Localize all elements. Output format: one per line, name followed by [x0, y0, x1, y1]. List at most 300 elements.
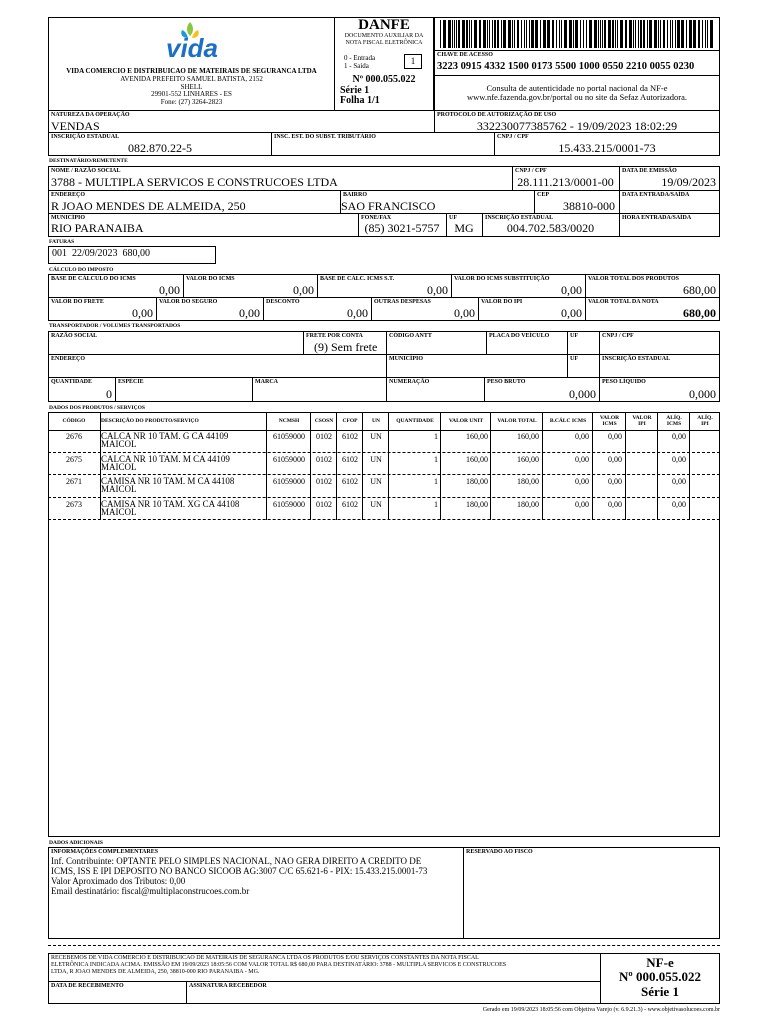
- row-separator: [48, 497, 720, 498]
- barcode-bar: [604, 20, 606, 48]
- barcode-bar: [677, 20, 680, 48]
- divider: [567, 354, 568, 378]
- row-desc: CAMISA NR 10 TAM. XG CA 44108: [101, 499, 240, 509]
- row-csosn: 0102: [316, 477, 332, 486]
- barcode-bar: [598, 20, 599, 48]
- row-separator: [48, 519, 720, 520]
- divider: [252, 377, 253, 402]
- barcode-bar: [569, 20, 572, 48]
- cep-value: 38810-000: [563, 199, 615, 213]
- insurance-value: 0,00: [239, 306, 260, 320]
- barcode-bar: [672, 20, 673, 48]
- products-total-label: VALOR TOTAL DOS PRODUTOS: [588, 276, 679, 282]
- row-aliq: 0,00: [672, 500, 686, 509]
- barcode-bar: [600, 20, 601, 48]
- column-divider: [625, 412, 626, 520]
- divider: [619, 213, 620, 237]
- emitter-cnpj-value: 15.433.215/0001-73: [558, 141, 656, 155]
- barcode-bar: [705, 20, 706, 48]
- divider: [599, 331, 600, 355]
- danfe-title: DANFE: [358, 17, 410, 33]
- species-label: ESPÉCIE: [118, 379, 144, 385]
- barcode-bar: [638, 20, 639, 48]
- col-desc-header: DESCRIÇÃO DO PRODUTO/SERVIÇO: [101, 418, 199, 424]
- row-cfop: 6102: [342, 455, 358, 464]
- row-qty: 1: [434, 500, 438, 509]
- barcode-bar: [675, 20, 676, 48]
- row-desc-2: MAICOL: [101, 484, 137, 494]
- row-unit: 160,00: [466, 432, 488, 441]
- row-separator: [48, 474, 720, 475]
- row-qty: 1: [434, 432, 438, 441]
- ie-st-label: INSC. EST. DO SUBST. TRIBUTÁRIO: [274, 134, 376, 140]
- danfe-type-value: 1: [410, 56, 416, 66]
- recipient-ie-label: INSCRIÇÃO ESTADUAL: [485, 215, 554, 221]
- products-section: DADOS DOS PRODUTOS / SERVIÇOS: [49, 405, 145, 411]
- danfe-entry: 0 - Entrada: [344, 54, 376, 62]
- footer-generated: Gerado em 19/09/2023 18:05:56 com Objetiva Varejo (v. 6.9.21.3) - www.objetivasolucoes.com.br: [482, 1007, 720, 1013]
- column-divider: [689, 412, 690, 520]
- barcode-bar: [443, 20, 446, 48]
- discount-label: DESCONTO: [266, 299, 300, 305]
- barcode-bar: [448, 20, 451, 48]
- row-code: 2671: [66, 477, 82, 486]
- uf-value: MG: [454, 221, 474, 235]
- row-cfop: 6102: [342, 500, 358, 509]
- barcode-bar: [625, 20, 627, 48]
- barcode-bar: [589, 20, 592, 48]
- barcode-bar: [561, 20, 562, 48]
- insurance-label: VALOR DO SEGURO: [159, 299, 218, 305]
- ie-value: 082.870.22-5: [128, 141, 192, 155]
- base-st-value: 0,00: [427, 283, 448, 297]
- barcode-bar: [514, 20, 515, 48]
- barcode-bar: [508, 20, 511, 48]
- recipient-cnpj: 28.111.213/0001-00: [517, 175, 614, 189]
- barcode-bar: [707, 20, 708, 48]
- additional-line1: Inf. Contribuinte: OPTANTE PELO SIMPLES NACIONAL, NAO GERA DIREITO A CREDITO DE: [51, 856, 422, 866]
- barcode-bar: [547, 20, 550, 48]
- emitter-address: AVENIDA PREFEITO SAMUEL BATISTA, 2152: [120, 75, 263, 83]
- nature-label: NATUREZA DA OPERAÇÃO: [51, 112, 130, 118]
- danfe-subtitle2: NOTA FISCAL ELETRÔNICA: [345, 40, 423, 46]
- barcode-bar: [489, 20, 490, 48]
- access-key-label: CHAVE DE ACESSO: [437, 52, 493, 58]
- total-label: VALOR TOTAL DA NOTA: [588, 299, 659, 305]
- divider: [317, 274, 318, 298]
- row-desc-2: MAICOL: [101, 462, 137, 472]
- icms-st-label: VALOR DO ICMS SUBSTITUIÇÃO: [454, 276, 550, 282]
- barcode-bar: [492, 20, 493, 48]
- additional-section: DADOS ADICIONAIS: [49, 840, 103, 846]
- address-label: ENDEREÇO: [51, 192, 86, 198]
- barcode-bar: [663, 20, 665, 48]
- divider: [48, 981, 600, 982]
- row-total: 160,00: [517, 432, 539, 441]
- barcode-bar: [483, 20, 486, 48]
- divider: [567, 331, 568, 355]
- time-label: HORA ENTRADA/SAÍDA: [622, 215, 692, 221]
- barcode-bar: [487, 20, 488, 48]
- barcode-bar: [458, 20, 460, 48]
- row-unit: 160,00: [466, 455, 488, 464]
- base-st-label: BASE DE CÁLC. ICMS S.T.: [320, 276, 395, 282]
- barcode-bar: [586, 20, 587, 48]
- barcode-bar: [501, 20, 502, 48]
- receipt-number: Nº 000.055.022: [619, 969, 701, 984]
- row-code: 2673: [66, 500, 82, 509]
- logo-text: vida: [165, 33, 219, 63]
- row-base: 0,00: [575, 432, 589, 441]
- barcode-bar: [649, 20, 652, 48]
- barcode-bar: [583, 20, 584, 48]
- receipt-cut-line: [48, 945, 720, 946]
- divider: [478, 297, 479, 321]
- receipt-line1: RECEBEMOS DE VIDA COMERCIO E DISTRIBUICAO DE MATEIRAIS DE SEGURANCA LTDA OS PRODUTOS E/OU SERVIÇOS CONSTANTES DA NOTA FISCAL: [51, 955, 479, 961]
- ipi-value: 0,00: [561, 306, 582, 320]
- barcode-bar: [503, 20, 506, 48]
- barcode-bar: [543, 20, 546, 48]
- row-aliq: 0,00: [672, 455, 686, 464]
- ipi-label: VALOR DO IPI: [481, 299, 523, 305]
- barcode-bar: [602, 20, 603, 48]
- recipient-cnpj-label: CNPJ / CPF: [515, 168, 547, 174]
- icms-st-value: 0,00: [561, 283, 582, 297]
- col-cfop-header: CFOP: [342, 418, 358, 424]
- freight-by-value: (9) Sem frete: [314, 340, 378, 354]
- other-label: OUTRAS DESPESAS: [374, 299, 431, 305]
- barcode-bar: [521, 20, 522, 48]
- district-label: BAIRRO: [343, 192, 368, 198]
- barcode-bar: [552, 20, 554, 48]
- col-ipi-header-2: IPI: [638, 421, 646, 427]
- carrier-ie-label: INSCRIÇÃO ESTADUAL: [602, 356, 671, 362]
- emission-label: DATA DE EMISSÃO: [622, 168, 677, 174]
- plate-label: PLACA DO VEÍCULO: [489, 333, 550, 339]
- col-total-header: VALOR TOTAL: [497, 418, 537, 424]
- divider: [619, 166, 620, 191]
- divider: [451, 274, 452, 298]
- danfe-exit: 1 - Saída: [344, 62, 369, 70]
- row-csosn: 0102: [316, 500, 332, 509]
- barcode-bar: [456, 20, 457, 48]
- barcode-bar: [710, 20, 713, 48]
- barcode-bar: [564, 20, 567, 48]
- additional-line3: Valor Aproximado dos Tributos: 0,00: [51, 876, 186, 886]
- discount-value: 0,00: [347, 306, 368, 320]
- danfe-subtitle1: DOCUMENTO AUXILIAR DA: [344, 33, 424, 39]
- barcode-bar: [620, 20, 623, 48]
- row-aliq: 0,00: [672, 432, 686, 441]
- barcode-bar: [640, 20, 642, 48]
- row-ncm: 61059000: [273, 432, 305, 441]
- icms-label: VALOR DO ICMS: [186, 276, 235, 282]
- barcode-bar: [667, 20, 668, 48]
- barcode-bar: [686, 20, 687, 48]
- row-cfop: 6102: [342, 432, 358, 441]
- receipt-line2: ELETRÔNICA INDICADA ACIMA. EMISSÃO EM 19/09/2023 18:05:56 COM VALOR TOTAL R$ 680,00 PARA DESTINATÁRIO: 3788 - MULTIPLA SERVICOS E CONSTRUCOES: [51, 962, 507, 968]
- row-unit: 180,00: [466, 477, 488, 486]
- barcode-bar: [452, 20, 453, 48]
- col-aliq-ipi-header-1: ALÍQ.: [697, 415, 713, 421]
- row-ncm: 61059000: [273, 455, 305, 464]
- divider: [303, 331, 304, 355]
- emitter-phone: Fone: (27) 3264-2823: [160, 98, 223, 106]
- col-aliq-icms-header-1: ALÍQ.: [666, 415, 682, 421]
- row-desc: CALCA NR 10 TAM. G CA 44109: [101, 431, 229, 441]
- divider: [371, 297, 372, 321]
- net-value: 0,000: [689, 387, 716, 401]
- emitter-name: VIDA COMERCIO E DISTRIBUICAO DE MATEIRAIS DE SEGURANCA LTDA: [66, 67, 317, 75]
- danfe-number: Nº 000.055.022: [352, 74, 416, 85]
- emitter-district: SHELL: [180, 83, 203, 91]
- receipt-sign-label: ASSINATURA RECEBEDOR: [189, 983, 267, 989]
- row-total: 180,00: [517, 500, 539, 509]
- barcode-bar: [612, 20, 614, 48]
- products-total-value: 680,00: [683, 283, 716, 297]
- barcode-bar: [440, 20, 441, 48]
- barcode-bar: [529, 20, 530, 48]
- reserved-label: RESERVADO AO FISCO: [466, 849, 533, 855]
- divider: [183, 274, 184, 298]
- danfe-series: Série 1: [340, 85, 370, 96]
- barcode-bar: [670, 20, 671, 48]
- phone-label: FONE/FAX: [361, 215, 392, 221]
- invoices-section: FATURAS: [49, 239, 75, 245]
- divider: [386, 331, 387, 355]
- row-separator: [48, 452, 720, 453]
- city-value: RIO PARANAIBA: [51, 221, 144, 235]
- barcode-bar: [573, 20, 574, 48]
- row-code: 2675: [66, 455, 82, 464]
- barcode-bar: [575, 20, 578, 48]
- row-total: 180,00: [517, 477, 539, 486]
- recipient-ie-value: 004.702.583/0020: [506, 221, 595, 235]
- carrier-uf-label: UF: [570, 333, 578, 339]
- col-code-header: CÓDIGO: [62, 418, 86, 424]
- col-csosn-header: CSOSN: [314, 418, 334, 424]
- barcode-bar: [702, 20, 703, 48]
- nature-value: VENDAS: [51, 119, 100, 133]
- carrier-uf2-label: UF: [570, 356, 578, 362]
- freight-label: VALOR DO FRETE: [51, 299, 104, 305]
- access-key: 3223 0915 4332 1500 0173 5500 1000 0550 2210 0055 0230: [437, 61, 695, 72]
- address-value: R JOAO MENDES DE ALMEIDA, 250: [51, 199, 246, 213]
- row-code: 2676: [66, 432, 82, 441]
- consult-line1: Consulta de autenticidade no portal nacional da NF-e: [486, 83, 668, 93]
- danfe-sheet: Folha 1/1: [340, 95, 380, 106]
- protocol-value: 332230077385762 - 19/09/2023 18:02:29: [476, 119, 678, 133]
- additional-line4: Email destinatário: fiscal@multiplaconstrucoes.com.br: [51, 886, 250, 896]
- col-aliq-ipi-header-2: IPI: [701, 421, 709, 427]
- invoice-line: 001 22/09/2023 680,00: [52, 248, 151, 259]
- barcode-bar: [594, 20, 597, 48]
- consult-line2: www.nfe.fazenda.gov.br/portal ou no site da Sefaz Autorizadora.: [466, 92, 688, 102]
- row-cfop: 6102: [342, 477, 358, 486]
- col-ncm-header: NCMSH: [278, 418, 300, 424]
- divider: [534, 190, 535, 214]
- transport-section: TRANSPORTADOR / VOLUMES TRANSPORTADOS: [49, 323, 181, 329]
- row-qty: 1: [434, 477, 438, 486]
- barcode-bar: [462, 20, 465, 48]
- row-base: 0,00: [575, 455, 589, 464]
- receipt-series: Série 1: [641, 984, 679, 999]
- barcode-bar: [693, 20, 696, 48]
- ie-label: INSCRIÇÃO ESTADUAL: [51, 134, 120, 140]
- total-value: 680,00: [683, 306, 716, 320]
- base-icms-value: 0,00: [159, 283, 180, 297]
- divider: [263, 297, 264, 321]
- barcode-bar: [559, 20, 560, 48]
- qty-value: 0: [106, 387, 112, 401]
- tax-section: CÁLCULO DO IMPOSTO: [49, 267, 114, 273]
- barcode-bar: [471, 20, 472, 48]
- city-label: MUNICÍPIO: [51, 215, 85, 221]
- barcode-bar: [469, 20, 470, 48]
- col-ipi-header-1: VALOR: [632, 415, 652, 421]
- barcode-bar: [556, 20, 557, 48]
- recipient-section: DESTINATÁRIO/REMETENTE: [49, 158, 128, 164]
- divider: [186, 981, 187, 1004]
- divider: [463, 847, 464, 939]
- recipient-name-label: NOME / RAZÃO SOCIAL: [51, 168, 121, 174]
- barcode-bar: [497, 20, 499, 48]
- recipient-name: 3788 - MULTIPLA SERVICOS E CONSTRUCOES LTDA: [51, 175, 338, 189]
- row-desc: CALCA NR 10 TAM. M CA 44109: [101, 454, 230, 464]
- brand-label: MARCA: [255, 379, 278, 385]
- district-value: SAO FRANCISCO: [341, 199, 436, 213]
- row-csosn: 0102: [316, 455, 332, 464]
- col-aliq-icms-header-2: ICMS: [666, 421, 682, 427]
- divider: [386, 354, 387, 378]
- freight-value: 0,00: [132, 306, 153, 320]
- barcode-bar: [531, 20, 534, 48]
- barcode-bar: [617, 20, 618, 48]
- divider: [484, 377, 485, 402]
- col-un-header: UN: [372, 418, 380, 424]
- barcode-bar: [629, 20, 632, 48]
- col-icms-header-2: ICMS: [602, 421, 617, 427]
- carrier-address-label: ENDEREÇO: [51, 356, 86, 362]
- divider: [115, 377, 116, 402]
- receipt-line3: LTDA, R JOAO MENDES DE ALMEIDA, 250, 38810-000 RIO PARANAIBA - MG.: [51, 969, 260, 975]
- base-icms-label: BASE DE CÁLCULO DO ICMS: [51, 276, 136, 282]
- carrier-name-label: RAZÃO SOCIAL: [51, 333, 98, 339]
- row-un: UN: [370, 500, 382, 509]
- row-qty: 1: [434, 455, 438, 464]
- row-csosn: 0102: [316, 432, 332, 441]
- row-desc-2: MAICOL: [101, 507, 137, 517]
- divider: [585, 297, 586, 321]
- divider: [156, 297, 157, 321]
- barcode: [440, 20, 716, 48]
- carrier-cnpj-label: CNPJ / CPF: [602, 333, 634, 339]
- row-base: 0,00: [575, 477, 589, 486]
- emitter-city: 29901-552 LINHARES - ES: [151, 90, 232, 98]
- row-un: UN: [370, 432, 382, 441]
- antt-label: CÓDIGO ANTT: [389, 333, 432, 339]
- col-unit-header: VALOR UNIT: [448, 418, 484, 424]
- receipt-nfe: NF-e: [646, 955, 674, 970]
- barcode-bar: [535, 20, 538, 48]
- barcode-bar: [454, 20, 455, 48]
- divider: [619, 190, 620, 214]
- row-icms: 0,00: [608, 500, 622, 509]
- barcode-bar: [654, 20, 657, 48]
- row-icms: 0,00: [608, 477, 622, 486]
- barcode-bar: [479, 20, 481, 48]
- row-desc-2: MAICOL: [101, 439, 137, 449]
- divider: [386, 377, 387, 402]
- other-value: 0,00: [454, 306, 475, 320]
- cep-label: CEP: [537, 192, 549, 198]
- barcode-bar: [526, 20, 527, 48]
- barcode-bar: [635, 20, 636, 48]
- row-un: UN: [370, 477, 382, 486]
- icms-value: 0,00: [293, 283, 314, 297]
- divider: [486, 331, 487, 355]
- barcode-bar: [689, 20, 692, 48]
- barcode-bar: [494, 20, 496, 48]
- net-label: PESO LÍQUIDO: [602, 379, 646, 385]
- barcode-bar: [647, 20, 648, 48]
- additional-line2: ICMS, ISS E IPI DEPOSITO NO BANCO SICOOB AG:3007 C/C 65.621-6 - PIX: 15.433.215.0001-73: [51, 866, 428, 876]
- barcode-bar: [512, 20, 513, 48]
- barcode-bar: [633, 20, 634, 48]
- row-base: 0,00: [575, 500, 589, 509]
- col-qty-header: QUANTIDADE: [396, 418, 434, 424]
- emission-value: 19/09/2023: [661, 175, 716, 189]
- row-ncm: 61059000: [273, 500, 305, 509]
- barcode-bar: [681, 20, 684, 48]
- barcode-bar: [474, 20, 477, 48]
- barcode-bar: [466, 20, 468, 48]
- freight-by-label: FRETE POR CONTA: [306, 333, 363, 339]
- row-aliq: 0,00: [672, 477, 686, 486]
- qty-label: QUANTIDADE: [51, 379, 93, 385]
- protocol-label: PROTOCOLO DE AUTORIZAÇÃO DE USO: [437, 112, 557, 118]
- barcode-bar: [540, 20, 541, 48]
- barcode-bar: [698, 20, 700, 48]
- barcode-bar: [615, 20, 616, 48]
- barcode-bar: [660, 20, 661, 48]
- row-icms: 0,00: [608, 432, 622, 441]
- phone-value: (85) 3021-5757: [364, 221, 440, 235]
- row-unit: 180,00: [466, 500, 488, 509]
- row-desc: CAMISA NR 10 TAM. M CA 44108: [101, 476, 235, 486]
- barcode-bar: [517, 20, 519, 48]
- emitter-cnpj-label: CNPJ / CPF: [497, 134, 529, 140]
- row-icms: 0,00: [608, 455, 622, 464]
- col-base-header: B.CÁLC ICMS: [549, 418, 587, 424]
- uf-label: UF: [449, 215, 457, 221]
- gross-value: 0,000: [569, 387, 596, 401]
- row-ncm: 61059000: [273, 477, 305, 486]
- barcode-bar: [580, 20, 581, 48]
- row-un: UN: [370, 455, 382, 464]
- divider: [599, 377, 600, 402]
- barcode-bar: [524, 20, 525, 48]
- divider: [599, 354, 600, 378]
- receipt-date-label: DATA DE RECEBIMENTO: [51, 983, 124, 989]
- entry-date-label: DATA ENTRADA/SAÍDA: [622, 192, 690, 198]
- additional-info-label: INFORMAÇÕES COMPLEMENTARES: [51, 849, 159, 855]
- gross-label: PESO BRUTO: [487, 379, 526, 385]
- barcode-bar: [608, 20, 611, 48]
- col-icms-header-1: VALOR: [599, 415, 620, 421]
- barcode-bar: [658, 20, 659, 48]
- numbering-label: NUMERAÇÃO: [389, 379, 430, 385]
